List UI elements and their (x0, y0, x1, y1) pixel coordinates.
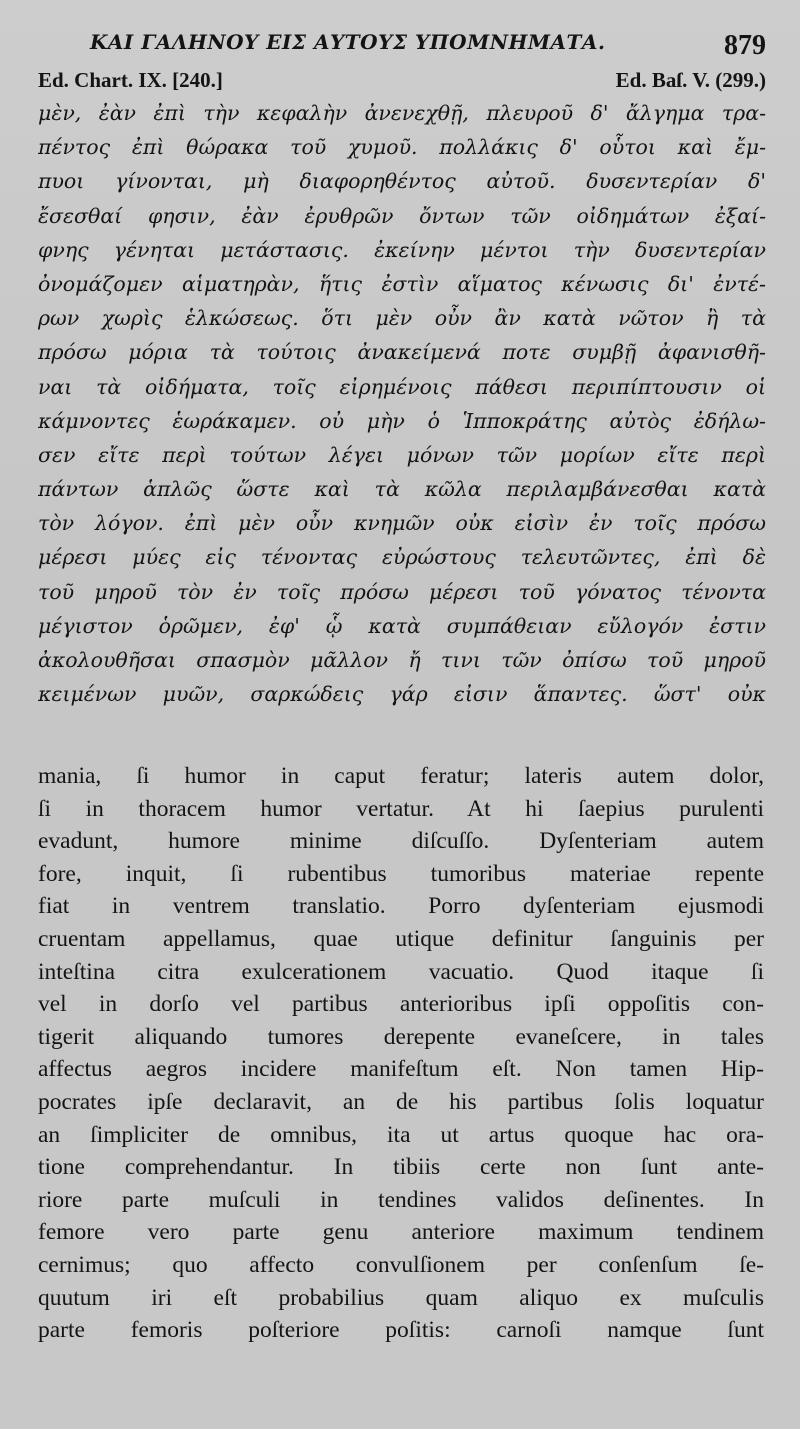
running-head: ΚΑΙ ΓΑΛΗΝΟΥ ΕΙΣ ΑΥΤΟΥΣ ΥΠΟΜΝΗΜΑΤΑ. (90, 30, 606, 54)
greek-line: ὀνομάζομεν αἱματηρὰν, ἥτις ἐστὶν αἵματος κένωσις δι' ἐντέ- (38, 271, 766, 296)
edition-reference-line (38, 68, 766, 96)
latin-line: an ſimpliciter de omnibus, ita ut artus quoque hac ora- (38, 1121, 764, 1148)
latin-line: cruentam appellamus, quae utique definitur ſanguinis per (38, 925, 764, 952)
latin-line: cernimus; quo affecto convulſionem per conſenſum ſe- (38, 1251, 764, 1278)
greek-line: σεν εἴτε περὶ τούτων λέγει μόνων τῶν μορίων εἴτε περὶ (38, 442, 766, 467)
greek-line: πέντος ἐπὶ θώρακα τοῦ χυμοῦ. πολλάκις δ' οὗτοι καὶ ἔμ- (38, 135, 766, 160)
latin-line: tigerit aliquando tumores derepente evaneſcere, in tales (38, 1023, 764, 1050)
greek-line: πυοι γίνονται, μὴ διαφορηθέντος αὐτοῦ. δυσεντερίαν δ' (38, 169, 766, 194)
edition-chartier-ref: Ed. Chart. IX. [240.] (38, 68, 223, 92)
greek-line: ρων χωρὶς ἑλκώσεως. ὅτι μὲν οὖν ἂν κατὰ νῶτον ἢ τὰ (38, 306, 766, 331)
greek-line: μέγιστον ὁρῶμεν, ἐφ' ᾧ κατὰ συμπάθειαν εὔλογόν ἐστιν (38, 613, 766, 638)
latin-line: ſi in thoracem humor vertatur. At hi ſaepius purulenti (38, 795, 764, 822)
greek-line: ναι τὰ οἰδήματα, τοῖς εἰρημένοις πάθεσι περιπίπτουσιν οἱ (38, 374, 766, 399)
greek-line: μέρεσι μύες εἰς τένοντας εὐρώστους τελευτῶντες, ἐπὶ δὲ (38, 545, 766, 570)
greek-line: ἀκολουθῆσαι σπασμὸν μᾶλλον ἤ τινι τῶν ὀπίσω τοῦ μηροῦ (38, 648, 766, 672)
latin-text-block (38, 760, 764, 1347)
greek-line: κειμένων μυῶν, σαρκώδεις γάρ εἰσιν ἅπαντες. ὥστ' οὐκ (38, 682, 766, 707)
greek-line: τοῦ μηροῦ τὸν ἐν τοῖς πρόσω μέρεσι τοῦ γόνατος τένοντα (38, 579, 766, 604)
latin-line: vel in dorſo vel partibus anterioribus ipſi oppoſitis con- (38, 991, 764, 1018)
latin-line: parte femoris poſteriore poſitis: carnoſi namque ſunt (38, 1317, 764, 1344)
greek-line: πρόσω μόρια τὰ τούτοις ἀνακείμενά ποτε συμβῇ ἀφανισθῆ- (38, 340, 766, 365)
latin-line: affectus aegros incidere manifeſtum eſt. Non tamen Hip- (38, 1056, 764, 1083)
latin-line: fore, inquit, ſi rubentibus tumoribus materiae repente (38, 860, 764, 887)
latin-line: evadunt, humore minime diſcuſſo. Dyſenteriam autem (38, 828, 764, 855)
greek-line: ἔσεσθαί φησιν, ἐὰν ἐρυθρῶν ὄντων τῶν οἰδημάτων ἐξαί- (38, 203, 766, 228)
latin-line: fiat in ventrem translatio. Porro dyſenteriam ejusmodi (38, 893, 764, 920)
greek-line: τὸν λόγον. ἐπὶ μὲν οὖν κνημῶν οὐκ εἰσὶν ἐν τοῖς πρόσω (38, 511, 766, 536)
greek-line: φνης γένηται μετάστασις. ἐκείνην μέντοι τὴν δυσεντερίαν (38, 237, 766, 262)
greek-line: κάμνοντες ἑωράκαμεν. οὐ μὴν ὁ Ἱπποκράτης αὐτὸς ἐδήλω- (38, 408, 766, 433)
latin-line: mania, ſi humor in caput feratur; lateris autem dolor, (38, 763, 764, 789)
greek-line: μὲν, ἐὰν ἐπὶ τὴν κεφαλὴν ἀνενεχθῇ, πλευροῦ δ' ἄλγημα τρα- (38, 101, 766, 125)
greek-text-block (38, 96, 766, 711)
latin-line: tione comprehendantur. In tibiis certe non ſunt ante- (38, 1154, 764, 1181)
latin-line: inteſtina citra exulcerationem vacuatio. Quod itaque ſi (38, 958, 764, 985)
edition-basel-ref: Ed. Baſ. V. (299.) (615, 68, 766, 92)
page-number: 879 (724, 30, 766, 61)
latin-line: riore parte muſculi in tendines validos deſinentes. In (38, 1186, 764, 1213)
greek-line: πάντων ἁπλῶς ὥστε καὶ τὰ κῶλα περιλαμβάνεσθαι κατὰ (38, 477, 766, 502)
latin-line: pocrates ipſe declaravit, an de his partibus ſolis loquatur (38, 1088, 764, 1115)
latin-line: femore vero parte genu anteriore maximum tendinem (38, 1219, 764, 1246)
latin-line: quutum iri eſt probabilius quam aliquo ex muſculis (38, 1284, 764, 1311)
